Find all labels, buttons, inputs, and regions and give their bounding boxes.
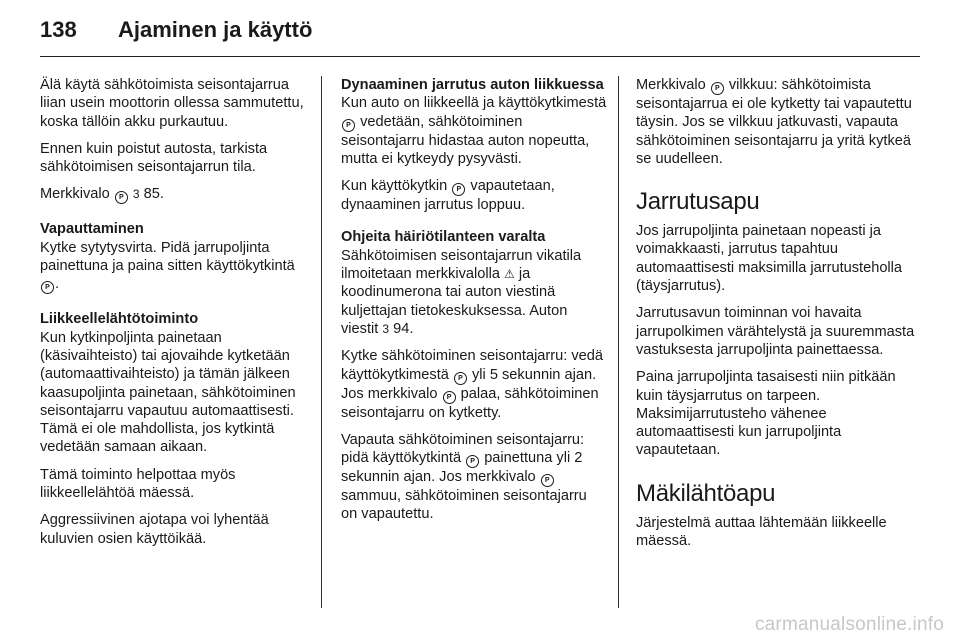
paragraph: Jarrutusavun toiminnan voi havaita jarrupolkimen värähtelystä ja suuremmasta vastuksesta jarrupoljinta painettaessa.: [636, 305, 915, 358]
text: Kytke sähkötoiminen seisontajarru: vedä käyttökytkimestä: [341, 348, 604, 383]
reference-arrow-icon: 3: [382, 321, 390, 336]
paragraph: [40, 185, 306, 204]
column-2: [341, 76, 607, 533]
text: Merkkivalo: [40, 186, 110, 203]
column-3: [636, 76, 922, 559]
paragraph: Paina jarrupoljinta tasaisesti niin pitkään kuin täysjarrutus on tarpeen. Maksimijarrutusteho vähenee automaattisesti kun jarrupoljinta vapautetaan.: [636, 369, 896, 459]
paragraph: Järjestelmä auttaa lähtemään liikkeelle mäessä.: [636, 514, 887, 550]
parking-brake-icon: P: [443, 391, 456, 404]
chapter-title: Ajaminen ja käyttö: [118, 17, 313, 42]
text: ja koodinumerona tai auton viestinä kuljettajan tietokeskuksessa. Auton viestit: [341, 266, 568, 337]
text: painettuna yli 2 sekunnin ajan. Jos merkkivalo: [341, 450, 583, 486]
parking-brake-icon: P: [41, 281, 54, 294]
page-reference: 94.: [393, 320, 414, 337]
paragraph: Ennen kuin poistut autosta, tarkista sähkötoimisen seisontajarrun tila.: [40, 140, 268, 176]
text: vapautetaan, dynaaminen jarrutus loppuu.: [341, 178, 555, 214]
text: Merkkivalo: [636, 77, 706, 93]
fault-warning-icon: ⚠: [504, 267, 515, 282]
column-divider: [618, 76, 619, 608]
paragraph: [341, 177, 607, 214]
parking-brake-icon: P: [711, 82, 724, 95]
paragraph: Aggressiivinen ajotapa voi lyhentää kuluvien osien käyttöikää.: [40, 512, 269, 547]
text: sammuu, sähkötoiminen seisontajarru on vapautettu.: [341, 488, 587, 523]
paragraph: Tämä toiminto helpottaa myös liikkeellelähtöä mäessä.: [40, 466, 236, 502]
text: Sähkötoimisen seisontajarrun vikatila ilmoitetaan merkkivalolla: [341, 247, 582, 283]
parking-brake-icon: P: [466, 455, 479, 468]
paragraph: Älä käytä sähkötoimista seisontajarrua liian usein moottorin ollessa sammutettu, koska tällöin akku purkautuu.: [40, 77, 304, 130]
parking-brake-icon: P: [115, 191, 128, 204]
header-rule: [40, 56, 920, 57]
paragraph: [636, 76, 922, 168]
paragraph: [40, 239, 306, 295]
page-header: [40, 14, 920, 46]
column-divider: [321, 76, 322, 608]
paragraph: Jos jarrupoljinta painetaan nopeasti ja voimakkaasti, jarrutus tapahtuu automaattisesti maksimilla jarrutusteholla (täysjarrutus).: [636, 223, 903, 295]
section-heading: Dynaaminen jarrutus auton liikkuessa: [341, 77, 604, 93]
text: palaa, sähkötoiminen seisontajarru on kytketty.: [341, 385, 599, 421]
text: Vapauta sähkötoiminen seisontajarru: pidä käyttökytkintä: [341, 431, 585, 467]
text: .: [55, 276, 60, 293]
paragraph: [341, 431, 607, 524]
column-1: [40, 76, 306, 557]
parking-brake-icon: P: [454, 372, 467, 385]
text: vedetään, sähkötoiminen seisontajarru hidastaa auton nopeutta, mutta ei kytkeydy pysyvästi.: [341, 113, 590, 167]
watermark: carmanualsonline.info: [754, 614, 944, 635]
page-reference: 85.: [143, 186, 164, 203]
parking-brake-icon: P: [541, 474, 554, 487]
page-number: 138: [40, 17, 77, 42]
text: vilkkuu: sähkötoimista seisontajarrua ei ole kytketty tai vapautettu täysin. Jos se vilkkuu jatkuvasti, vapauta sähkötoiminen seisontajarru ja yritä kytkeä se uudelleen.: [636, 77, 912, 167]
text: Kun käyttökytkin: [341, 178, 448, 195]
text: Kytke sytytysvirta. Pidä jarrupoljinta painettuna ja paina sitten käyttökytkintä: [40, 239, 295, 275]
paragraph: [341, 94, 607, 168]
section-title: Mäkilähtöapu: [636, 479, 776, 507]
text: yli 5 sekunnin ajan. Jos merkkivalo: [341, 366, 597, 402]
section-heading: Ohjeita häiriötilanteen varalta: [341, 229, 546, 246]
paragraph: [341, 247, 607, 338]
parking-brake-icon: P: [452, 183, 465, 196]
section-title: Jarrutusapu: [636, 188, 760, 216]
reference-arrow-icon: 3: [132, 187, 140, 202]
text: Kun auto on liikkeellä ja käyttökytkimestä: [341, 95, 607, 112]
section-heading: Liikkeellelähtötoiminto: [40, 311, 199, 328]
paragraph: Kun kytkinpoljinta painetaan (käsivaihteisto) tai ajovaihde kytketään (automaattivaihteisto) ja tämän jälkeen kaasupoljinta painetaan, sähkötoiminen seisontajarru vapautuu automaattisesti. Tämä ei ole mahdollista, jos kytkintä vedetään samaan aikaan.: [40, 329, 296, 456]
parking-brake-icon: P: [342, 119, 355, 132]
paragraph: [341, 347, 607, 422]
section-heading: Vapauttaminen: [40, 221, 144, 238]
